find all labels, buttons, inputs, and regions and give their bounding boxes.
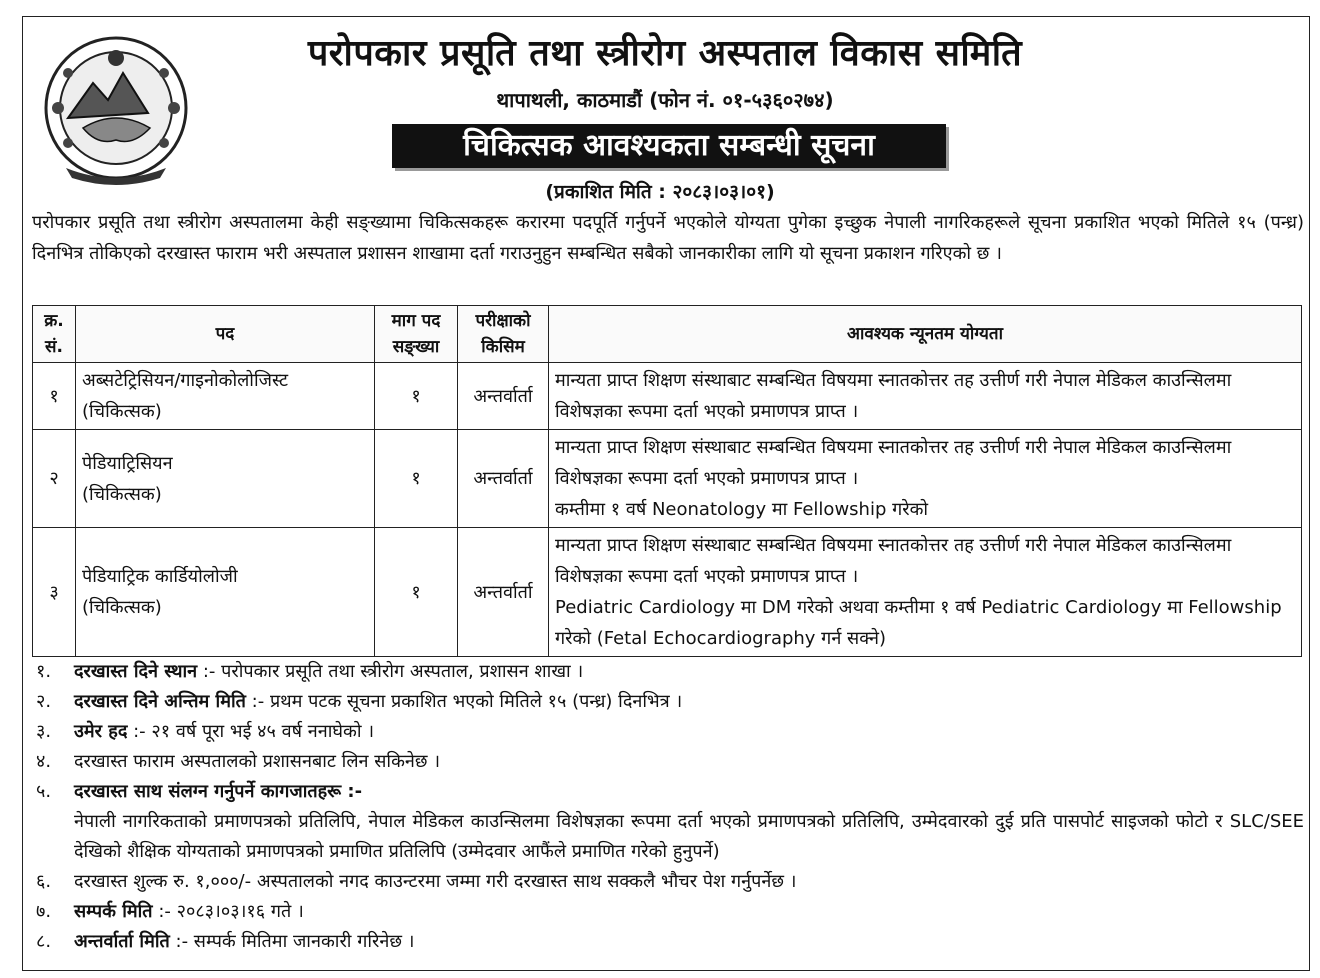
qualification-extra: कम्तीमा १ वर्ष Neonatology मा Fellowship गरेको xyxy=(555,499,929,520)
qualification-extra: Pediatric Cardiology मा DM गरेको अथवा कम्तीमा १ वर्ष Pediatric Cardiology मा Fellowship गरेको (Fetal Echocardiography गर्न सक्ने) xyxy=(555,597,1282,649)
note-item xyxy=(36,717,1304,747)
note-text: :- २१ वर्ष पूरा भई ४५ वर्ष ननाघेको । xyxy=(133,721,375,742)
row-count: १ xyxy=(375,430,458,528)
note-text: दरखास्त फाराम अस्पतालको प्रशासनबाट लिन सकिनेछ । xyxy=(74,751,441,772)
table-row xyxy=(33,363,1302,430)
note-heading: सम्पर्क मिति xyxy=(74,901,153,922)
row-count: १ xyxy=(375,363,458,430)
table-row xyxy=(33,528,1302,657)
organization-address: थापाथली, काठमाडौं (फोन नं. ०१-५३६०२७४) xyxy=(496,88,834,112)
note-text: :- परोपकार प्रसूति तथा स्त्रीरोग अस्पताल, प्रशासन शाखा । xyxy=(202,661,584,682)
note-heading: अन्तर्वार्ता मिति xyxy=(74,931,170,952)
note-documents-detail: नेपाली नागरिकताको प्रमाणपत्रको प्रतिलिपि, नेपाल मेडिकल काउन्सिलमा विशेषज्ञका रूपमा दर्ता भएको प्रमाणपत्रको प्रतिलिपि, उम्मेदवारको दुई प्रति पासपोर्ट साइजको फोटो र SLC/SEE देखिको शैक्षिक योग्यताको प्रमाणपत्रको प्रमाणित प्रतिलिपि (उम्मेदवार आफैंले प्रमाणित गरेको हुनुपर्ने) xyxy=(74,811,1304,862)
row-post xyxy=(76,363,375,430)
post-subtitle: (चिकित्सक) xyxy=(82,597,162,618)
note-text: :- प्रथम पटक सूचना प्रकाशित भएको मितिले १५ (पन्ध्र) दिनभित्र । xyxy=(251,691,683,712)
organization-name: परोपकार प्रसूति तथा स्त्रीरोग अस्पताल विकास समिति xyxy=(307,33,1023,74)
notice-title: चिकित्सक आवश्यकता सम्बन्धी सूचना xyxy=(392,124,946,168)
note-item xyxy=(36,777,1304,807)
row-sn: २ xyxy=(33,430,76,528)
note-number: १. xyxy=(36,661,52,682)
header-sn: क्र. सं. xyxy=(33,306,76,363)
qualification-line: मान्यता प्राप्त शिक्षण संस्थाबाट सम्बन्धित विषयमा स्नातकोत्तर तह उत्तीर्ण गरी नेपाल मेडिकल काउन्सिलमा विशेषज्ञका रूपमा दर्ता भएको प्रमाणपत्र प्राप्त । xyxy=(555,370,1232,422)
note-heading: दरखास्त दिने अन्तिम मिति xyxy=(74,691,246,712)
requirements-table xyxy=(32,305,1302,657)
row-count: १ xyxy=(375,528,458,657)
note-text: :- सम्पर्क मितिमा जानकारी गरिनेछ । xyxy=(175,931,415,952)
row-exam: अन्तर्वार्ता xyxy=(458,363,549,430)
intro-paragraph: परोपकार प्रसूति तथा स्त्रीरोग अस्पतालमा केही सङ्ख्यामा चिकित्सकहरू करारमा पदपूर्ति गर्नुपर्ने भएकोले योग्यता पुगेका इच्छुक नेपाली नागरिकहरूले सूचना प्रकाशित भएको मितिले १५ (पन्ध्र) दिनभित्र तोकिएको दरखास्त फाराम भरी अस्पताल प्रशासन शाखामा दर्ता गराउनुहुन सम्बन्धित सबैको जानकारीका लागि यो सूचना प्रकाशन गरिएको छ । xyxy=(32,212,1304,264)
row-qualification xyxy=(549,430,1302,528)
note-text: :- २०८३।०३।१६ गते । xyxy=(158,901,304,922)
header-exam: परीक्षाको किसिम xyxy=(458,306,549,363)
post-title: पेडियाट्रिक कार्डियोलोजी xyxy=(82,566,238,587)
note-item xyxy=(36,867,1304,897)
post-subtitle: (चिकित्सक) xyxy=(82,483,162,505)
table-header-row xyxy=(33,306,1302,363)
header-qualification: आवश्यक न्यूनतम योग्यता xyxy=(549,306,1302,363)
note-number: ८. xyxy=(36,931,52,952)
note-item xyxy=(36,927,1304,957)
nepal-emblem-icon xyxy=(38,28,194,188)
note-heading: दरखास्त दिने स्थान xyxy=(74,661,198,682)
post-subtitle: (चिकित्सक) xyxy=(82,401,162,422)
row-sn: १ xyxy=(33,363,76,430)
note-text: दरखास्त शुल्क रु. १,०००/- अस्पतालको नगद काउन्टरमा जम्मा गरी दरखास्त साथ सक्कलै भौचर पेश गर्नुपर्नेछ । xyxy=(74,871,797,892)
note-number: ५. xyxy=(36,781,52,802)
note-item xyxy=(36,747,1304,777)
row-sn: ३ xyxy=(33,528,76,657)
post-title: अब्सटेट्रिसियन/गाइनोकोलोजिस्ट xyxy=(82,370,289,391)
note-number: ७. xyxy=(36,901,52,922)
row-qualification xyxy=(549,528,1302,657)
row-post xyxy=(76,430,375,528)
notes-list xyxy=(36,657,1304,957)
qualification-line: मान्यता प्राप्त शिक्षण संस्थाबाट सम्बन्धित विषयमा स्नातकोत्तर तह उत्तीर्ण गरी नेपाल मेडिकल काउन्सिलमा विशेषज्ञका रूपमा दर्ता भएको प्रमाणपत्र प्राप्त । xyxy=(555,535,1232,587)
post-title: पेडियाट्रिसियन xyxy=(82,452,173,474)
note-number: ३. xyxy=(36,721,52,742)
note-heading: उमेर हद xyxy=(74,721,128,742)
header-post: पद xyxy=(76,306,375,363)
header-count: माग पद सङ्ख्या xyxy=(375,306,458,363)
row-exam: अन्तर्वार्ता xyxy=(458,528,549,657)
row-post xyxy=(76,528,375,657)
note-item xyxy=(36,687,1304,717)
note-heading: दरखास्त साथ संलग्न गर्नुपर्ने कागजातहरू :- xyxy=(74,781,363,802)
published-date: (प्रकाशित मिति : २०८३।०३।०१) xyxy=(545,181,775,203)
table-row xyxy=(33,430,1302,528)
note-item xyxy=(36,897,1304,927)
note-number: ४. xyxy=(36,751,52,772)
qualification-line: मान्यता प्राप्त शिक्षण संस्थाबाट सम्बन्धित विषयमा स्नातकोत्तर तह उत्तीर्ण गरी नेपाल मेडिकल काउन्सिलमा विशेषज्ञका रूपमा दर्ता भएको प्रमाणपत्र प्राप्त । xyxy=(555,437,1232,489)
note-number: २. xyxy=(36,691,52,712)
header xyxy=(210,30,1120,114)
row-exam: अन्तर्वार्ता xyxy=(458,430,549,528)
note-item xyxy=(36,657,1304,687)
note-number: ६. xyxy=(36,871,52,892)
row-qualification xyxy=(549,363,1302,430)
